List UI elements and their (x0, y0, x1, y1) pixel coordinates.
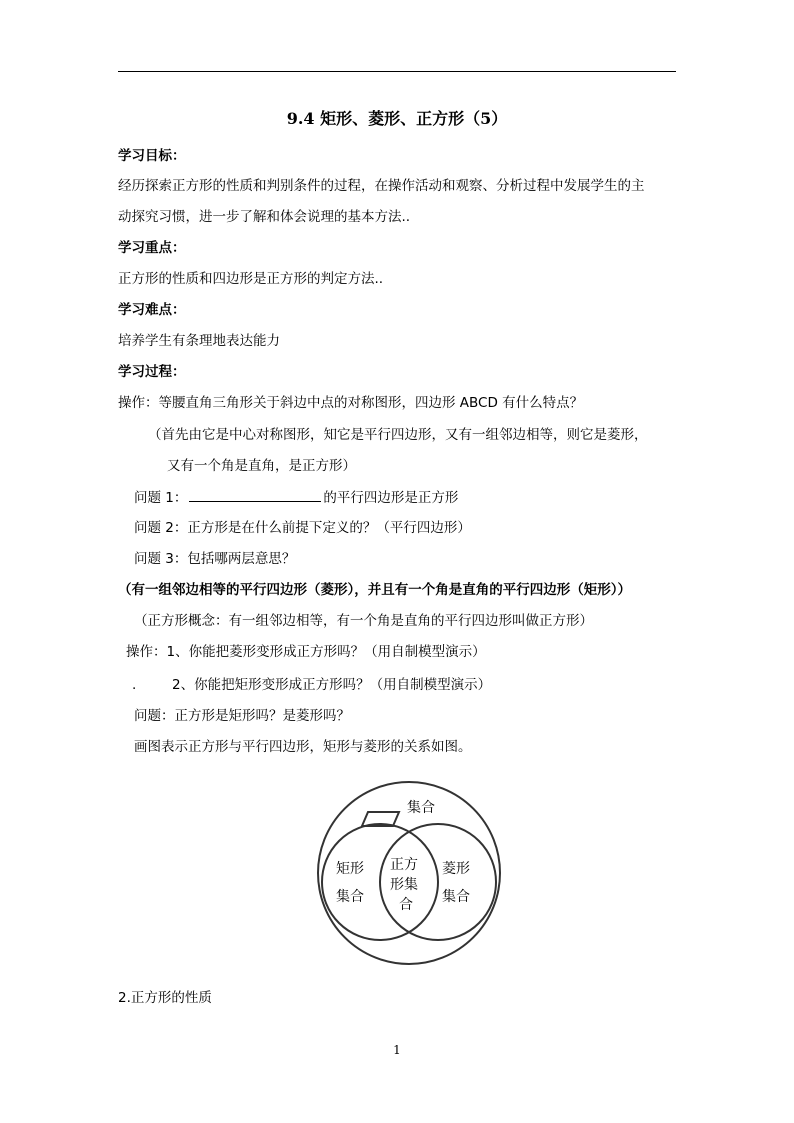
rectangle-label-1: 矩形 (336, 861, 364, 877)
key-points-heading: 学习重点： (118, 240, 186, 256)
question-3: 问题 3：包括哪两层意思？ (134, 551, 296, 567)
question-1 (134, 488, 458, 507)
diagram-intro: 画图表示正方形与平行四边形，矩形与菱形的关系如图。 (134, 739, 472, 755)
difficulties-text: 培养学生有条理地表达能力 (118, 333, 280, 349)
answer-text: （有一组邻边相等的平行四边形（菱形），并且有一个角是直角的平行四边形（矩形）） (118, 582, 631, 598)
concept-text: （正方形概念：有一组邻边相等，有一个角是直角的平行四边形叫做正方形） (134, 613, 593, 629)
explanation-line-1: （首先由它是中心对称图形，知它是平行四边形，又有一组邻边相等，则它是菱形， (148, 427, 648, 443)
rhombus-label-2: 集合 (442, 889, 470, 905)
venn-diagram (310, 776, 510, 972)
key-points-text: 正方形的性质和四边形是正方形的判定方法.. (118, 271, 384, 287)
explanation-line-2: 又有一个角是直角，是正方形） (167, 458, 356, 474)
header-rule (118, 71, 676, 72)
rectangle-label-2: 集合 (336, 889, 364, 905)
page-number: 1 (393, 1043, 401, 1057)
question-1-prefix: 问题 1： (134, 490, 188, 506)
question-1-suffix: 的平行四边形是正方形 (323, 490, 459, 506)
operation-1: 操作：1、你能把菱形变形成正方形吗？（用自制模型演示） (126, 644, 486, 660)
difficulties-heading: 学习难点： (118, 302, 186, 318)
operation-text: 操作：等腰直角三角形关于斜边中点的对称图形，四边形 ABCD 有什么特点？ (118, 395, 584, 411)
square-label-3: 合 (399, 897, 413, 913)
section-2-heading: 2.正方形的性质 (118, 990, 212, 1006)
operation-2: 2、你能把矩形变形成正方形吗？（用自制模型演示） (172, 677, 492, 693)
objectives-line-1: 经历探索正方形的性质和判别条件的过程，在操作活动和观察、分析过程中发展学生的主 (118, 178, 645, 194)
page-title: 9.4 矩形、菱形、正方形（5） (286, 109, 508, 128)
objectives-heading: 学习目标： (118, 148, 186, 164)
square-label-2: 形集 (390, 877, 418, 893)
process-heading: 学习过程： (118, 364, 186, 380)
square-label-1: 正方 (390, 857, 418, 873)
question-1-blank[interactable] (189, 488, 321, 502)
question-2: 问题 2：正方形是在什么前提下定义的？（平行四边形） (134, 520, 471, 536)
operation-2-dot: . (132, 677, 137, 693)
question-square: 问题：正方形是矩形吗？是菱形吗？ (134, 708, 350, 724)
rhombus-label-1: 菱形 (442, 861, 470, 877)
objectives-line-2: 动探究习惯，进一步了解和体会说理的基本方法.. (118, 209, 411, 225)
outer-set-label: 集合 (407, 800, 435, 816)
